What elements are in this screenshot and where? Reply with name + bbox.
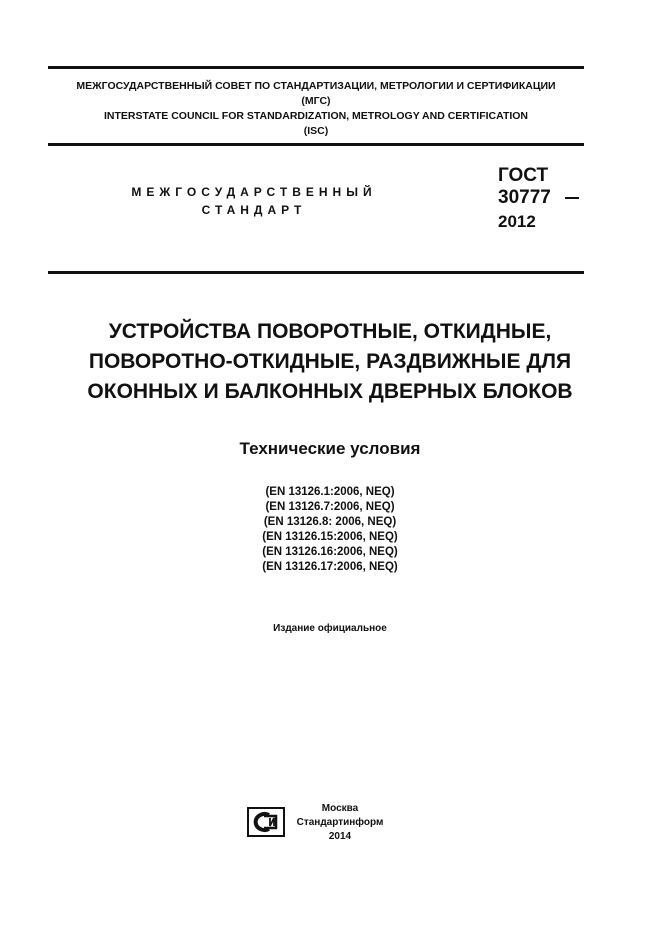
reference-item: (EN 13126.7:2006, NEQ) xyxy=(265,501,395,513)
document-title-line1: УСТРОЙСТВА ПОВОРОТНЫЕ, ОТКИДНЫЕ, xyxy=(108,320,552,343)
reference-item: (EN 13126.17:2006, NEQ) xyxy=(262,561,398,573)
gost-number-dash xyxy=(565,197,579,199)
gost-label: ГОСТ xyxy=(498,165,549,186)
imprint-block xyxy=(294,802,386,844)
gost-year: 2012 xyxy=(498,212,536,231)
document-title-line3: ОКОННЫХ И БАЛКОННЫХ ДВЕРНЫХ БЛОКОВ xyxy=(87,380,573,403)
council-name-ru: МЕЖГОСУДАРСТВЕННЫЙ СОВЕТ ПО СТАНДАРТИЗАЦИИ, МЕТРОЛОГИИ И СЕРТИФИКАЦИИ xyxy=(76,80,556,92)
reference-list xyxy=(40,485,620,575)
imprint-city: Москва xyxy=(321,803,359,814)
gost-number: 30777 xyxy=(498,187,551,208)
imprint-year: 2014 xyxy=(328,831,352,842)
standard-kind-line1: МЕЖГОСУДАРСТВЕННЫЙ xyxy=(131,185,377,199)
imprint-publisher: Стандартинформ xyxy=(296,817,384,828)
header-middle-rule xyxy=(48,143,584,146)
document-subtitle: Технические условия xyxy=(239,439,421,458)
council-abbr-ru: (МГС) xyxy=(301,95,331,107)
council-name-en: INTERSTATE COUNCIL FOR STANDARDIZATION, METROLOGY AND CERTIFICATION xyxy=(103,110,529,122)
edition-note: Издание официальное xyxy=(273,623,387,634)
standard-kind-line2: СТАНДАРТ xyxy=(201,203,307,217)
council-abbr-en: (ISC) xyxy=(303,125,329,137)
document-title-line2: ПОВОРОТНО-ОТКИДНЫЕ, РАЗДВИЖНЫЕ ДЛЯ xyxy=(88,350,572,373)
header-bottom-rule xyxy=(48,271,584,274)
reference-item: (EN 13126.15:2006, NEQ) xyxy=(262,531,398,543)
standartinform-logo-icon xyxy=(247,807,285,837)
reference-item: (EN 13126.8: 2006, NEQ) xyxy=(263,516,397,528)
reference-item: (EN 13126.16:2006, NEQ) xyxy=(262,546,398,558)
header-top-rule xyxy=(48,66,584,69)
reference-item: (EN 13126.1:2006, NEQ) xyxy=(265,486,395,498)
